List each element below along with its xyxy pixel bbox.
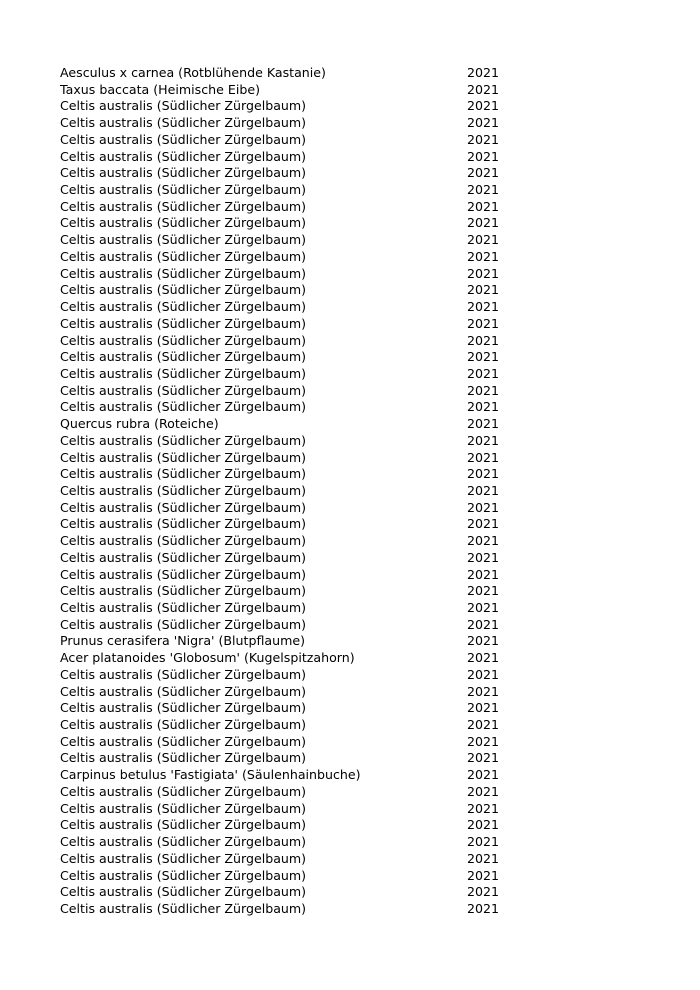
table-row [60,349,500,366]
tree-species-cell: Celtis australis (Südlicher Zürgelbaum) [60,616,307,632]
table-row [60,600,500,617]
table-row [60,834,500,851]
year-cell: 2021 [467,650,500,666]
year-cell: 2021 [467,783,500,799]
year-cell: 2021 [467,315,500,331]
year-cell: 2021 [467,850,500,866]
tree-species-cell: Quercus rubra (Roteiche) [60,416,219,432]
tree-species-cell: Celtis australis (Südlicher Zürgelbaum) [60,232,307,248]
year-cell: 2021 [467,616,500,632]
year-cell: 2021 [467,382,500,398]
table-row [60,650,500,667]
tree-species-cell: Celtis australis (Südlicher Zürgelbaum) [60,98,307,114]
tree-species-cell: Celtis australis (Südlicher Zürgelbaum) [60,365,307,381]
table-row [60,115,500,132]
year-cell: 2021 [467,900,500,916]
tree-species-cell: Celtis australis (Südlicher Zürgelbaum) [60,600,307,615]
table-row [60,266,500,283]
year-cell: 2021 [467,884,500,900]
year-cell: 2021 [467,817,500,833]
year-cell: 2021 [467,733,500,749]
table-row [60,700,500,717]
tree-species-cell: Celtis australis (Südlicher Zürgelbaum) [60,265,307,281]
year-cell: 2021 [467,115,500,131]
tree-species-cell: Celtis australis (Südlicher Zürgelbaum) [60,215,307,231]
tree-species-cell: Celtis australis (Südlicher Zürgelbaum) [60,666,307,682]
tree-species-cell: Celtis australis (Südlicher Zürgelbaum) [60,466,307,482]
year-cell: 2021 [467,148,500,164]
year-cell: 2021 [467,583,500,599]
year-cell: 2021 [467,399,500,415]
tree-species-cell: Celtis australis (Südlicher Zürgelbaum) [60,783,307,799]
tree-species-cell: Celtis australis (Südlicher Zürgelbaum) [60,248,307,264]
year-cell: 2021 [467,332,500,348]
tree-species-cell: Celtis australis (Südlicher Zürgelbaum) [60,282,307,298]
year-cell: 2021 [467,299,500,315]
year-cell: 2021 [467,416,500,432]
table-row [60,667,500,684]
year-cell: 2021 [467,131,500,147]
tree-species-cell: Celtis australis (Südlicher Zürgelbaum) [60,700,307,716]
year-cell: 2021 [467,549,500,565]
table-row [60,767,500,784]
tree-species-cell: Carpinus betulus 'Fastigiata' (Säulenhainbuche) [60,767,361,783]
tree-species-cell: Celtis australis (Südlicher Zürgelbaum) [60,583,307,599]
year-cell: 2021 [467,165,500,181]
tree-species-cell: Celtis australis (Südlicher Zürgelbaum) [60,165,307,181]
table-row [60,232,500,249]
table-row [60,82,500,99]
table-row [60,433,500,450]
year-cell: 2021 [467,516,500,532]
table-row [60,483,500,500]
table-row [60,199,500,216]
tree-species-cell: Celtis australis (Südlicher Zürgelbaum) [60,449,307,465]
table-row [60,750,500,767]
tree-species-cell: Celtis australis (Südlicher Zürgelbaum) [60,432,307,448]
tree-species-cell: Celtis australis (Südlicher Zürgelbaum) [60,817,307,833]
table-row [60,416,500,433]
table-row [60,450,500,467]
table-row [60,98,500,115]
tree-species-cell: Celtis australis (Südlicher Zürgelbaum) [60,717,307,733]
tree-species-cell: Celtis australis (Südlicher Zürgelbaum) [60,800,307,816]
year-cell: 2021 [467,683,500,699]
table-row [60,500,500,517]
table-row [60,801,500,818]
tree-species-cell: Celtis australis (Südlicher Zürgelbaum) [60,399,307,415]
table-row [60,817,500,834]
year-cell: 2021 [467,834,500,850]
year-cell: 2021 [467,867,500,883]
year-cell: 2021 [467,566,500,582]
year-cell: 2021 [467,432,500,448]
tree-species-cell: Prunus cerasifera 'Nigra' (Blutpflaume) [60,633,306,649]
table-row [60,165,500,182]
tree-species-cell: Acer platanoides 'Globosum' (Kugelspitzahorn) [60,650,355,666]
table-row [60,550,500,567]
year-cell: 2021 [467,365,500,381]
tree-species-cell: Aesculus x carnea (Rotblühende Kastanie) [60,65,326,80]
tree-list-table [60,65,500,918]
year-cell: 2021 [467,800,500,816]
tree-species-cell: Celtis australis (Südlicher Zürgelbaum) [60,516,307,532]
table-row [60,399,500,416]
year-cell: 2021 [467,750,500,766]
year-cell: 2021 [467,265,500,281]
tree-species-cell: Celtis australis (Südlicher Zürgelbaum) [60,834,307,850]
tree-species-cell: Celtis australis (Südlicher Zürgelbaum) [60,733,307,749]
table-row [60,868,500,885]
year-cell: 2021 [467,98,500,114]
tree-species-cell: Celtis australis (Südlicher Zürgelbaum) [60,349,307,365]
year-cell: 2021 [467,533,500,549]
table-row [60,132,500,149]
table-row [60,316,500,333]
tree-species-cell: Celtis australis (Südlicher Zürgelbaum) [60,750,307,766]
tree-species-cell: Celtis australis (Südlicher Zürgelbaum) [60,566,307,582]
table-row [60,583,500,600]
year-cell: 2021 [467,232,500,248]
year-cell: 2021 [467,466,500,482]
tree-species-cell: Celtis australis (Südlicher Zürgelbaum) [60,884,307,900]
year-cell: 2021 [467,198,500,214]
table-row [60,851,500,868]
table-row [60,884,500,901]
year-cell: 2021 [467,449,500,465]
tree-species-cell: Celtis australis (Südlicher Zürgelbaum) [60,182,307,198]
year-cell: 2021 [467,600,500,615]
year-cell: 2021 [467,482,500,498]
tree-species-cell: Celtis australis (Südlicher Zürgelbaum) [60,482,307,498]
year-cell: 2021 [467,215,500,231]
table-row [60,784,500,801]
table-row [60,633,500,650]
tree-species-cell: Celtis australis (Südlicher Zürgelbaum) [60,115,307,131]
table-row [60,149,500,166]
table-row [60,516,500,533]
year-cell: 2021 [467,499,500,515]
year-cell: 2021 [467,767,500,783]
year-cell: 2021 [467,633,500,649]
table-row [60,366,500,383]
year-cell: 2021 [467,65,500,80]
table-row [60,684,500,701]
year-cell: 2021 [467,282,500,298]
tree-species-cell: Taxus baccata (Heimische Eibe) [60,81,260,97]
year-cell: 2021 [467,182,500,198]
year-cell: 2021 [467,666,500,682]
year-cell: 2021 [467,717,500,733]
year-cell: 2021 [467,349,500,365]
tree-species-cell: Celtis australis (Südlicher Zürgelbaum) [60,382,307,398]
year-cell: 2021 [467,248,500,264]
table-row [60,383,500,400]
table-row [60,734,500,751]
year-cell: 2021 [467,700,500,716]
tree-species-cell: Celtis australis (Südlicher Zürgelbaum) [60,533,307,549]
tree-species-cell: Celtis australis (Südlicher Zürgelbaum) [60,131,307,147]
tree-species-cell: Celtis australis (Südlicher Zürgelbaum) [60,315,307,331]
table-row [60,567,500,584]
year-cell: 2021 [467,81,500,97]
table-row [60,533,500,550]
table-row [60,466,500,483]
tree-species-cell: Celtis australis (Südlicher Zürgelbaum) [60,850,307,866]
table-row [60,901,500,918]
tree-species-cell: Celtis australis (Südlicher Zürgelbaum) [60,900,307,916]
table-row [60,333,500,350]
table-row [60,299,500,316]
tree-species-cell: Celtis australis (Südlicher Zürgelbaum) [60,299,307,315]
tree-species-cell: Celtis australis (Südlicher Zürgelbaum) [60,198,307,214]
tree-species-cell: Celtis australis (Südlicher Zürgelbaum) [60,683,307,699]
table-row [60,282,500,299]
tree-species-cell: Celtis australis (Südlicher Zürgelbaum) [60,867,307,883]
tree-species-cell: Celtis australis (Südlicher Zürgelbaum) [60,332,307,348]
table-row [60,717,500,734]
table-row [60,617,500,634]
table-row [60,65,500,82]
table-row [60,182,500,199]
tree-species-cell: Celtis australis (Südlicher Zürgelbaum) [60,148,307,164]
table-row [60,215,500,232]
tree-species-cell: Celtis australis (Südlicher Zürgelbaum) [60,549,307,565]
table-row [60,249,500,266]
tree-species-cell: Celtis australis (Südlicher Zürgelbaum) [60,499,307,515]
